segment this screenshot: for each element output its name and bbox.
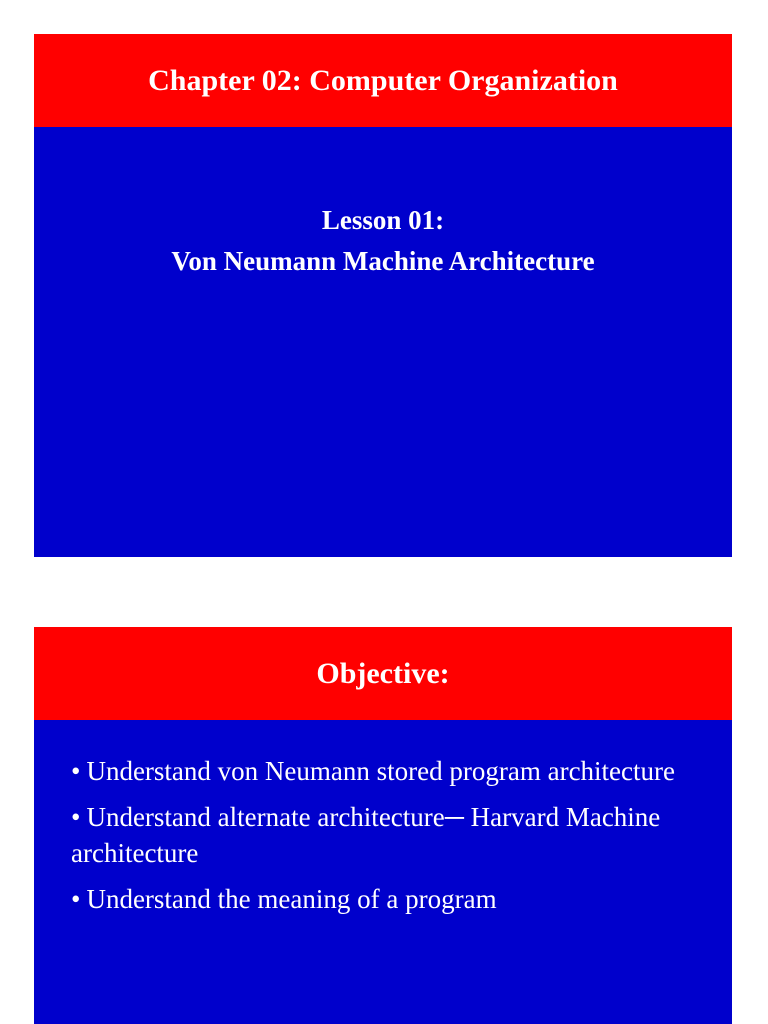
lesson-title: Von Neumann Machine Architecture xyxy=(171,246,595,276)
slide-body xyxy=(34,127,732,557)
bullet-text: Understand von Neumann stored program architecture xyxy=(86,756,675,786)
objective-heading: Objective: xyxy=(316,656,450,690)
bullet-dot: • xyxy=(71,884,81,914)
objective-bullet xyxy=(71,881,702,917)
bullet-dot: • xyxy=(71,756,81,786)
bullet-text: Understand alternate architecture─ Harvard Machine architecture xyxy=(71,802,661,868)
slide-body xyxy=(34,720,732,1024)
bullet-dot: • xyxy=(71,802,81,832)
slide-header xyxy=(34,627,732,720)
lesson-number: Lesson 01: xyxy=(321,205,445,235)
slide-header xyxy=(34,34,732,127)
slide-objective xyxy=(34,627,732,1024)
objective-bullet xyxy=(71,753,702,789)
chapter-title: Chapter 02: Computer Organization xyxy=(148,63,618,97)
objective-bullet xyxy=(71,799,702,871)
slide-chapter-title xyxy=(34,34,732,557)
bullet-text: Understand the meaning of a program xyxy=(86,884,497,914)
